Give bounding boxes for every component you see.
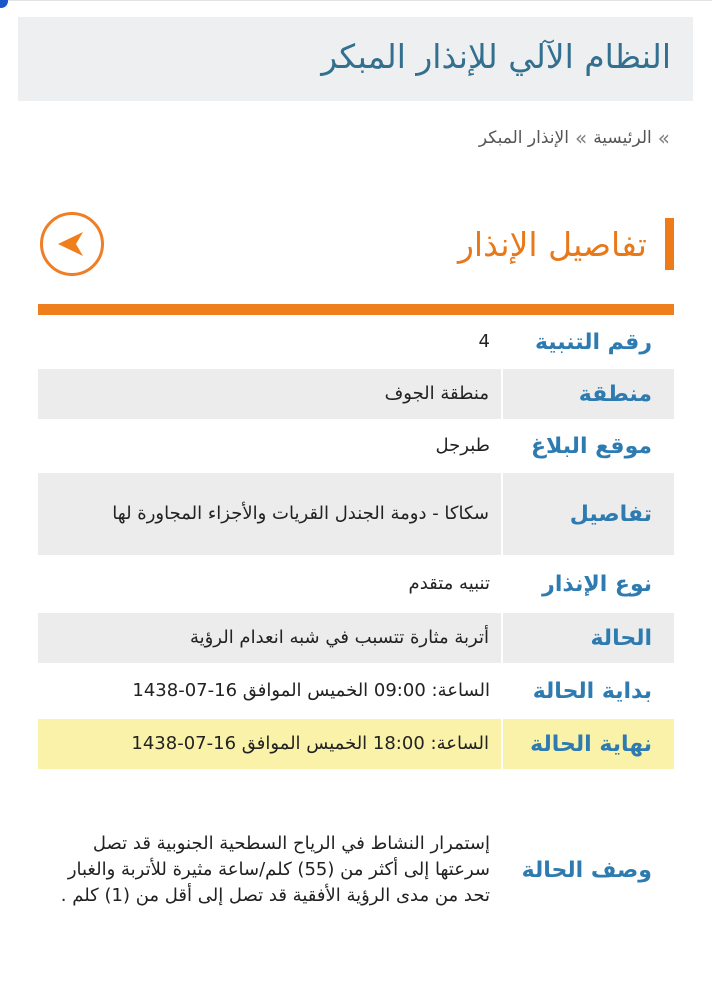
table-row [38,556,674,612]
section-divider [38,304,674,315]
section-heading [458,218,674,270]
back-arrow-icon [52,224,92,264]
table-row-highlighted [38,718,674,770]
table-row [38,612,674,664]
breadcrumb [479,128,670,148]
table-row [38,318,674,368]
row-label: بداية الحالة [502,664,674,718]
breadcrumb-separator-icon: » [657,126,670,150]
row-label: رقم التنبية [502,318,674,368]
section-accent-bar [665,218,674,270]
row-label: تفاصيل [502,472,674,556]
page-title: النظام الآلي للإنذار المبكر [321,37,671,76]
breadcrumb-separator-icon: » [574,126,588,150]
table-row [38,420,674,472]
header-banner [18,17,693,101]
section-title: تفاصيل الإنذار [458,224,647,264]
alert-details-table [38,318,674,971]
table-row [38,472,674,556]
row-value: طبرجل [38,420,502,472]
top-divider [0,0,712,1]
row-label: نوع الإنذار [502,556,674,612]
table-row [38,770,674,970]
row-value: سكاكا - دومة الجندل القريات والأجزاء المجاورة لها [38,472,502,556]
back-button[interactable] [40,212,104,276]
breadcrumb-current[interactable]: الإنذار المبكر [478,128,569,148]
table-row [38,664,674,718]
row-label: منطقة [502,368,674,420]
row-label: موقع البلاغ [502,420,674,472]
row-value: إستمرار النشاط في الرياح السطحية الجنوبية قد تصل سرعتها إلى أكثر من (55) كلم/ساعة مثيرة للأتربة والغبار تحد من مدى الرؤية الأفقية قد تصل إلى أقل من (1) كلم . [38,770,502,970]
breadcrumb-home-link[interactable]: الرئيسية [593,128,652,148]
row-label: وصف الحالة [502,770,674,970]
row-value: الساعة: 09:00 الخميس الموافق 16-07-1438 [38,664,502,718]
status-dot [0,0,8,8]
row-value: منطقة الجوف [38,368,502,420]
row-value: الساعة: 18:00 الخميس الموافق 16-07-1438 [38,718,502,770]
row-value: 4 [38,318,502,368]
row-value: أتربة مثارة تتسبب في شبه انعدام الرؤية [38,612,502,664]
row-label: نهاية الحالة [502,718,674,770]
row-value: تنبيه متقدم [38,556,502,612]
table-row [38,368,674,420]
row-label: الحالة [502,612,674,664]
